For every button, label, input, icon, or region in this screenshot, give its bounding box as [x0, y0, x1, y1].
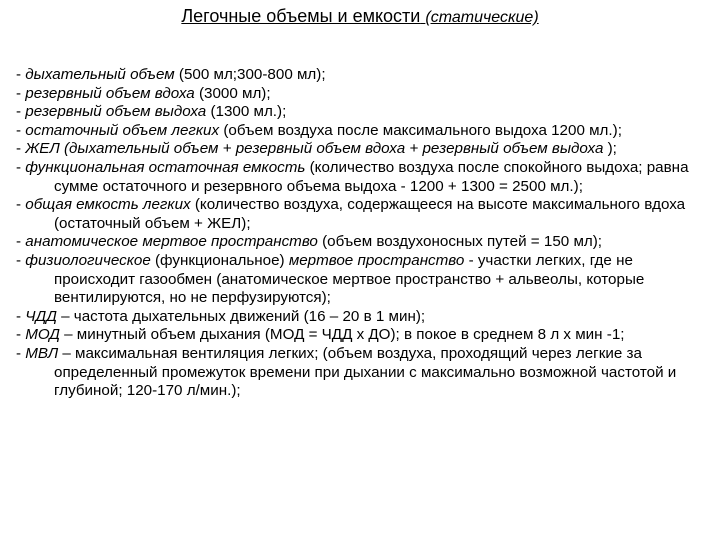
definition-list	[16, 66, 706, 401]
term: МВЛ	[25, 344, 59, 362]
term: резервный объем вдоха	[25, 84, 195, 102]
term: ЧДД	[25, 307, 57, 325]
list-item: - физиологическое (функциональное) мертвое пространство - участки легких, где не происходит газообмен (анатомическое мертвое пространство + альвеолы, которые вентилируются, но не перфузируются);	[16, 251, 645, 307]
list-item: - остаточный объем легких (объем воздуха после максимального выдоха 1200 мл.);	[16, 121, 622, 139]
term: мертвое пространство	[288, 251, 465, 269]
term: функциональная остаточная емкость	[25, 158, 306, 176]
slide-title	[0, 4, 720, 30]
term: МОД	[25, 326, 60, 344]
list-item: - функциональная остаточная емкость (количество воздуха после спокойного выдоха; равна сумме остаточного и резервного объема выдоха - 1200 + 1300 = 2500 мл.);	[16, 158, 689, 195]
slide-title-main: Легочные объемы и емкости	[181, 6, 421, 26]
list-item: - МВЛ – максимальная вентиляция легких; (объем воздуха, проходящий через легкие за определенный промежуток времени при дыхании с максимально возможной частотой и глубиной; 120-170 л/мин.);	[16, 344, 677, 400]
list-item: - дыхательный объем (500 мл;300-800 мл);	[16, 66, 326, 83]
term: ЖЕЛ (дыхательный объем + резервный объем вдоха + резервный объем выдоха	[25, 140, 604, 158]
term: физиологическое	[25, 251, 151, 269]
list-item: - общая емкость легких (количество воздуха, содержащееся на высоте максимального вдоха (остаточный объем + ЖЕЛ);	[16, 196, 686, 232]
term: дыхательный объем	[25, 66, 175, 83]
list-item: - резервный объем выдоха (1300 мл.);	[16, 103, 287, 121]
term: резервный объем выдоха	[25, 103, 207, 121]
list-item: - ЖЕЛ (дыхательный объем + резервный объем вдоха + резервный объем выдоха );	[16, 140, 617, 158]
list-item: - ЧДД – частота дыхательных движений (16 – 20 в 1 мин);	[16, 307, 426, 325]
term: остаточный объем легких	[25, 121, 220, 139]
term: анатомическое мертвое пространство	[25, 233, 318, 251]
slide-title-sub: (статические)	[425, 9, 539, 26]
list-item: - анатомическое мертвое пространство (объем воздухоносных путей = 150 мл);	[16, 233, 603, 251]
list-item: - МОД – минутный объем дыхания (МОД = ЧДД х ДО); в покое в среднем 8 л х мин -1;	[16, 326, 625, 344]
term: общая емкость легких	[25, 196, 191, 214]
list-item: - резервный объем вдоха (3000 мл);	[16, 84, 271, 102]
